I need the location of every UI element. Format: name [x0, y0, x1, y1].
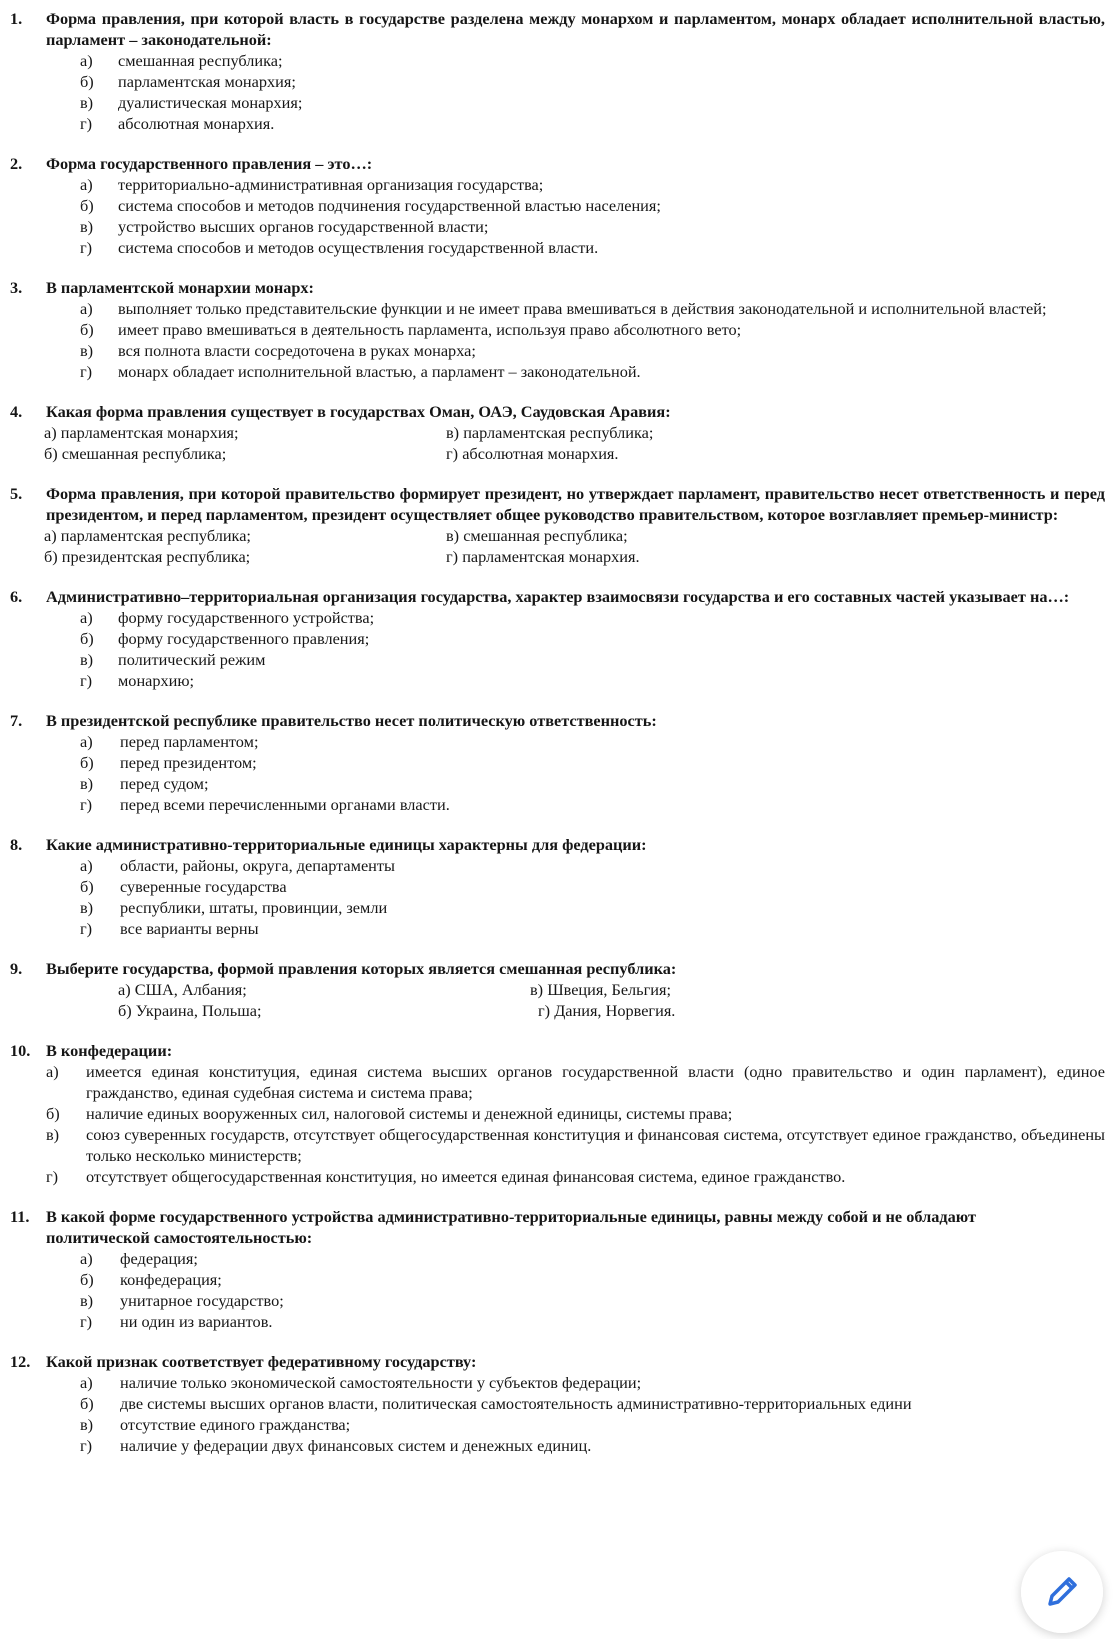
option-c: в) отсутствие единого гражданства;: [80, 1415, 351, 1434]
option-b: б) суверенные государства: [80, 877, 287, 896]
question-3: [0, 277, 1117, 382]
question-4-text: 4. Какая форма правления существует в государствах Оман, ОАЭ, Саудовская Аравия:: [10, 402, 671, 421]
option-a: а) смешанная республика;: [80, 51, 283, 70]
question-number: 5.: [10, 484, 23, 503]
option-a: а) форму государственного устройства;: [80, 608, 375, 627]
option-b: б) Украина, Польша;: [118, 1001, 262, 1020]
option-a: а) парламентская монархия;: [44, 423, 239, 442]
option-c: в) перед судом;: [80, 774, 209, 793]
question-6: [0, 586, 1117, 691]
question-7: [0, 710, 1117, 815]
option-c: в) Швеция, Бельгия;: [530, 980, 672, 999]
option-d: г) абсолютная монархия.: [446, 444, 619, 463]
option-a: а) наличие только экономической самостоятельности у субъектов федерации;: [80, 1373, 642, 1392]
option-d: г) все варианты верны: [80, 919, 259, 938]
option-d: г) парламентская монархия.: [446, 547, 640, 566]
question-number: 12.: [10, 1352, 31, 1371]
option-c: в) политический режим: [80, 650, 266, 669]
question-7-text: 7. В президентской республике правительство несет политическую ответственность:: [10, 711, 657, 730]
option-b: б) имеет право вмешиваться в деятельность парламента, используя право абсолютного вето;: [80, 320, 742, 339]
option-b: б) парламентская монархия;: [80, 72, 296, 91]
option-b: б) две системы высших органов власти, политическая самостоятельность административно-территориальных едини: [80, 1394, 912, 1413]
option-d: г) ни один из вариантов.: [80, 1312, 273, 1331]
options-two-column: [0, 525, 1117, 567]
option-d: г) абсолютная монархия.: [80, 114, 275, 133]
option-a: а) территориально-административная организация государства;: [80, 175, 544, 194]
option-b: б) наличие единых вооруженных сил, налоговой системы и денежной единицы, системы права;: [46, 1104, 733, 1123]
question-12-text: 12. Какой признак соответствует федеративному государству:: [10, 1352, 477, 1371]
option-a: а) имеется единая конституция, единая система высших органов государственной власти (одно правительство и один парламент), единое гражданство, единая судебная система и система права;: [46, 1062, 1105, 1102]
option-c: в) унитарное государство;: [80, 1291, 284, 1310]
option-a: а) области, районы, округа, департаменты: [80, 856, 395, 875]
question-5: [0, 483, 1117, 567]
option-d: г) система способов и методов осуществления государственной власти.: [80, 238, 599, 257]
option-b: б) президентская республика;: [44, 547, 251, 566]
option-c: в) вся полнота власти сосредоточена в руках монарха;: [80, 341, 476, 360]
option-c: в) парламентская республика;: [446, 423, 654, 442]
question-number: 4.: [10, 402, 23, 421]
option-a: а) перед парламентом;: [80, 732, 259, 751]
option-c: в) устройство высших органов государственной власти;: [80, 217, 489, 236]
document-page: [0, 8, 1117, 1456]
question-number: 8.: [10, 835, 23, 854]
question-6-text: 6. Административно–территориальная организация государства, характер взаимосвязи государства и его составных частей указывает на…:: [10, 587, 1070, 606]
options-two-column: [0, 979, 1117, 1021]
question-10: [0, 1040, 1117, 1187]
option-d: г) перед всеми перечисленными органами власти.: [80, 795, 450, 814]
question-2-text: 2. Форма государственного правления – это…:: [10, 154, 373, 173]
option-d: г) наличие у федерации двух финансовых систем и денежных единиц.: [80, 1436, 592, 1455]
question-5-text: 5. Форма правления, при которой правительство формирует президент, но утверждает парламент, правительство несет ответственность и перед президентом, и перед парламентом, президент осуществляет общее руководство правительством, которое возглавляет премьер-министр:: [10, 484, 1105, 524]
question-number: 6.: [10, 587, 23, 606]
option-c: в) республики, штаты, провинции, земли: [80, 898, 388, 917]
option-c: в) дуалистическая монархия;: [80, 93, 303, 112]
question-11-text: 11. В какой форме государственного устройства административно-территориальные единицы, равны между собой и не обладают политической самостоятельностью:: [10, 1207, 976, 1247]
option-a: а) выполняет только представительские функции и не имеет права вмешиваться в действия законодательной и исполнительной властей;: [80, 299, 1047, 318]
option-a: а) парламентская республика;: [44, 526, 251, 545]
question-number: 1.: [10, 9, 23, 28]
options-two-column: [0, 422, 1117, 464]
question-10-text: 10. В конфедерации:: [10, 1041, 173, 1060]
option-b: б) система способов и методов подчинения государственной властью населения;: [80, 196, 661, 215]
option-b: б) форму государственного правления;: [80, 629, 370, 648]
question-number: 11.: [10, 1207, 30, 1226]
question-1-text: 1. Форма правления, при которой власть в государстве разделена между монархом и парламентом, монарх обладает исполнительной властью, парламент – законодательной:: [10, 9, 1105, 49]
question-1: [0, 8, 1117, 134]
question-number: 3.: [10, 278, 23, 297]
question-2: [0, 153, 1117, 258]
pencil-icon: [1042, 1572, 1082, 1612]
question-number: 2.: [10, 154, 23, 173]
question-3-text: 3. В парламентской монархии монарх:: [10, 278, 314, 297]
option-d: г) Дания, Норвегия.: [538, 1001, 676, 1020]
question-11: [0, 1206, 1117, 1332]
question-9: [0, 958, 1117, 1021]
option-c: в) смешанная республика;: [446, 526, 628, 545]
question-8: [0, 834, 1117, 939]
question-9-text: 9. Выберите государства, формой правления которых является смешанная республика:: [10, 959, 677, 978]
question-number: 10.: [10, 1041, 31, 1060]
option-a: а) США, Албания;: [118, 980, 247, 999]
option-d: г) монархию;: [80, 671, 195, 690]
question-4: [0, 401, 1117, 464]
option-b: б) перед президентом;: [80, 753, 257, 772]
option-a: а) федерация;: [80, 1249, 198, 1268]
question-number: 7.: [10, 711, 23, 730]
option-b: б) смешанная республика;: [44, 444, 227, 463]
option-c: в) союз суверенных государств, отсутствует общегосударственная конституция и финансовая система, отсутствует единое гражданство, объединены только несколько министерств;: [46, 1125, 1105, 1165]
option-b: б) конфедерация;: [80, 1270, 222, 1289]
question-8-text: 8. Какие административно-территориальные единицы характерны для федерации:: [10, 835, 647, 854]
option-d: г) отсутствует общегосударственная конституция, но имеется единая финансовая система, единое гражданство.: [46, 1167, 846, 1186]
question-number: 9.: [10, 959, 23, 978]
question-12: [0, 1351, 1117, 1456]
option-d: г) монарх обладает исполнительной властью, а парламент – законодательной.: [80, 362, 641, 381]
edit-button[interactable]: [1021, 1551, 1103, 1633]
